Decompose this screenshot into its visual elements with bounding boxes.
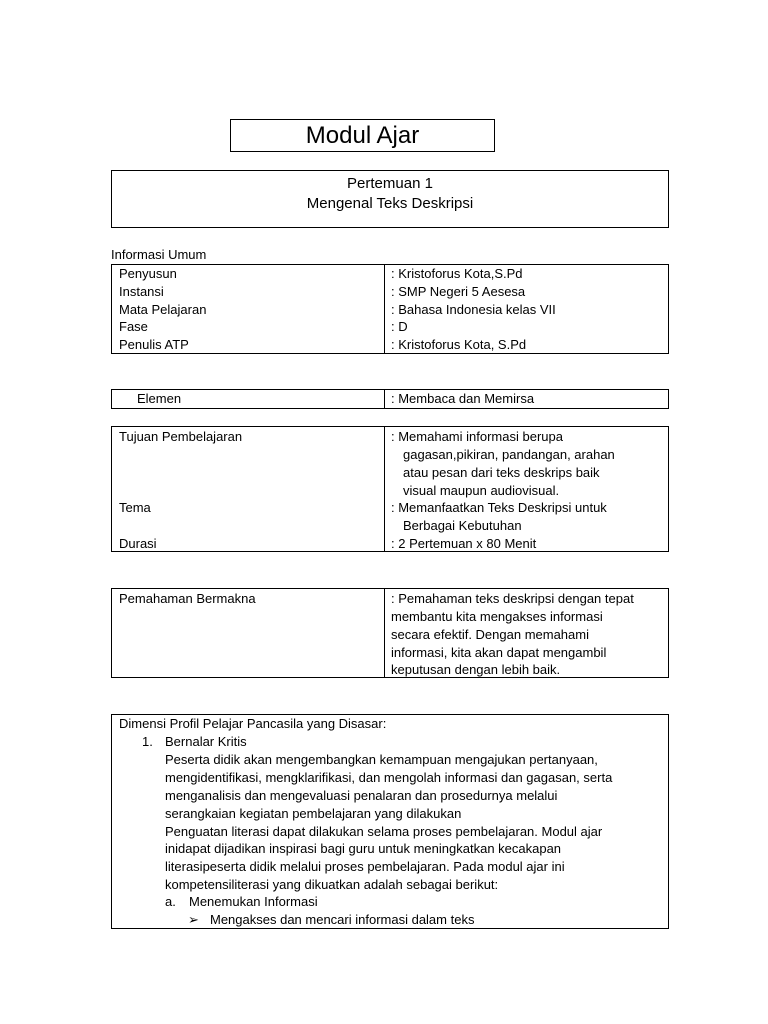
info-label-fase: Fase (119, 319, 148, 334)
bullet-text: Mengakses dan mencari informasi dalam teks (210, 912, 475, 927)
paragraph-line-7: literasipeserta didik melalui proses pembelajaran. Pada modul ajar ini (165, 859, 565, 874)
pemahaman-line-4: informasi, kita akan dapat mengambil (391, 645, 607, 660)
paragraph-line-8: kompetensiliterasi yang dikuatkan adalah sebagai berikut: (165, 877, 499, 892)
info-value-instansi: : SMP Negeri 5 Aesesa (391, 284, 526, 299)
arrow-bullet-icon: ➢ (188, 912, 199, 927)
pemahaman-table (111, 588, 669, 678)
paragraph-line-3: menganalisis dan mengevaluasi penalaran dan prosedurnya melalui (165, 788, 558, 803)
sub-letter: a. (165, 894, 176, 909)
tema-label: Tema (119, 500, 151, 515)
info-label-penyusun: Penyusun (119, 266, 177, 281)
dimensi-item-title: Bernalar Kritis (165, 734, 247, 749)
list-number: 1. (142, 734, 153, 749)
meeting-box (111, 170, 669, 228)
elemen-table (111, 389, 669, 409)
paragraph-line-6: inidapat dijadikan inspirasi bagi guru untuk meningkatkan kecakapan (165, 841, 562, 856)
paragraph-line-1: Peserta didik akan mengembangkan kemampuan mengajukan pertanyaan, (165, 752, 598, 767)
durasi-value: : 2 Pertemuan x 80 Menit (391, 536, 537, 551)
paragraph-line-5: Penguatan literasi dapat dilakukan selama proses pembelajaran. Modul ajar (165, 824, 603, 839)
column-divider (384, 589, 385, 677)
pemahaman-line-3: secara efektif. Dengan memahami (391, 627, 589, 642)
tujuan-line-3: atau pesan dari teks deskrips baik (403, 465, 600, 480)
tujuan-line-1: : Memahami informasi berupa (391, 429, 563, 444)
tema-line-2: Berbagai Kebutuhan (403, 518, 522, 533)
meeting-number: Pertemuan 1 (347, 175, 433, 192)
tujuan-label: Tujuan Pembelajaran (119, 429, 243, 444)
info-label-mapel: Mata Pelajaran (119, 302, 207, 317)
document-title: Modul Ajar (305, 122, 420, 149)
durasi-label: Durasi (119, 536, 157, 551)
tujuan-line-2: gagasan,pikiran, pandangan, arahan (403, 447, 615, 462)
info-value-fase: : D (391, 319, 408, 334)
column-divider (384, 390, 385, 408)
info-value-penyusun: : Kristoforus Kota,S.Pd (391, 266, 523, 281)
info-table (111, 264, 669, 354)
pemahaman-line-5: keputusan dengan lebih baik. (391, 662, 561, 677)
paragraph-line-2: mengidentifikasi, mengklarifikasi, dan mengolah informasi dan gagasan, serta (165, 770, 613, 785)
info-label-instansi: Instansi (119, 284, 164, 299)
pemahaman-line-2: membantu kita mengakses informasi (391, 609, 603, 624)
column-divider (384, 265, 385, 353)
info-heading: Informasi Umum (111, 247, 207, 262)
dimensi-box (111, 714, 669, 929)
pemahaman-label: Pemahaman Bermakna (119, 591, 256, 606)
title-box (230, 119, 495, 152)
pemahaman-line-1: : Pemahaman teks deskripsi dengan tepat (391, 591, 634, 606)
info-label-penulis: Penulis ATP (119, 337, 189, 352)
elemen-label: Elemen (137, 391, 182, 406)
info-value-penulis: : Kristoforus Kota, S.Pd (391, 337, 527, 352)
tujuan-table (111, 426, 669, 552)
meeting-topic: Mengenal Teks Deskripsi (306, 195, 474, 212)
dimensi-heading: Dimensi Profil Pelajar Pancasila yang Disasar: (119, 716, 387, 731)
tujuan-line-4: visual maupun audiovisual. (403, 483, 560, 498)
paragraph-line-4: serangkaian kegiatan pembelajaran yang dilakukan (165, 806, 462, 821)
column-divider (384, 427, 385, 551)
tema-line-1: : Memanfaatkan Teks Deskripsi untuk (391, 500, 607, 515)
elemen-value: : Membaca dan Memirsa (391, 391, 535, 406)
sub-title: Menemukan Informasi (189, 894, 318, 909)
info-value-mapel: : Bahasa Indonesia kelas VII (391, 302, 556, 317)
